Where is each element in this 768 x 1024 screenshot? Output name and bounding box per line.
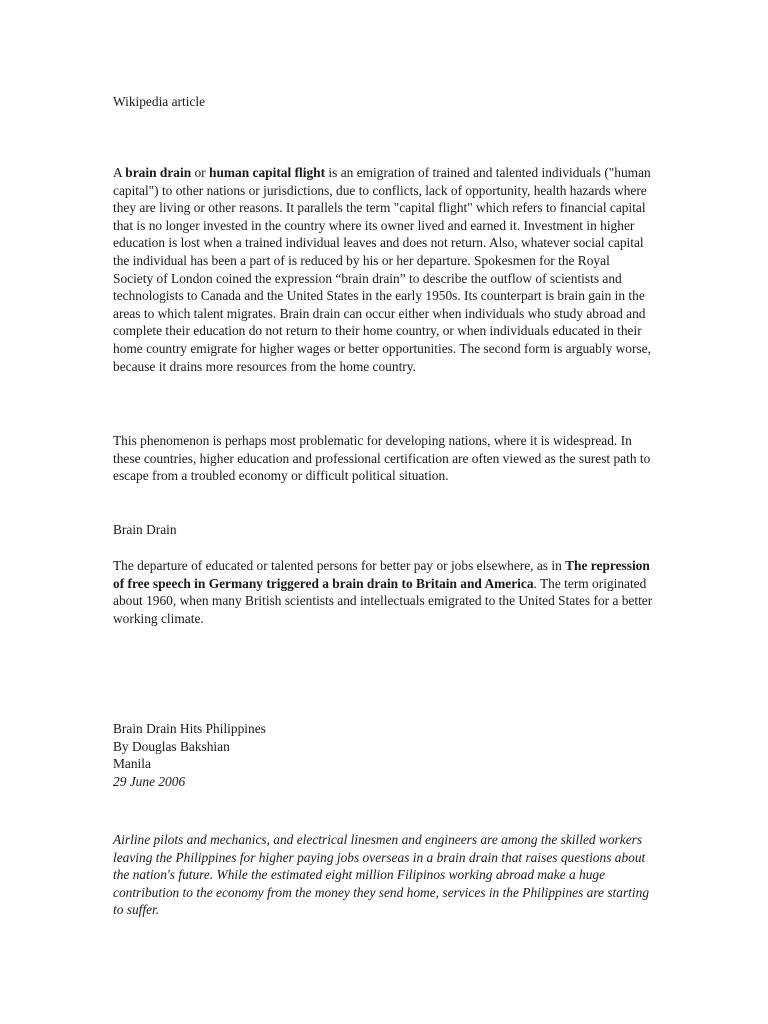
article-title: Brain Drain Hits Philippines bbox=[113, 721, 266, 736]
definition-text-2: . The term originated about 1960, when many British scientists and intellectuals emigrated to the United States for a better working climate. bbox=[113, 575, 653, 626]
source-label: Wikipedia article bbox=[113, 94, 206, 109]
intro-paragraph bbox=[113, 164, 653, 375]
intro-text-2: or bbox=[191, 165, 209, 180]
article-author: By Douglas Bakshian bbox=[113, 738, 230, 754]
article-lead-paragraph: Airline pilots and mechanics, and electrical linesmen and engineers are among the skilled workers leaving the Philippines for higher paying jobs overseas in a brain drain that raises questions about the nation's future. While the estimated eight million Filipinos working abroad make a huge contribution to the economy from the money they send home, services in the Philippines are starting to suffer. bbox=[113, 832, 650, 918]
article-date: 29 June 2006 bbox=[113, 773, 186, 789]
article-location: Manila bbox=[113, 756, 151, 772]
developing-nations-paragraph: This phenomenon is perhaps most problematic for developing nations, where it is widespread. In these countries, higher education and professional certification are often viewed as the surest path to escape from a troubled economy or difficult political situation. bbox=[113, 433, 651, 484]
definition-text-1: The departure of educated or talented persons for better pay or jobs elsewhere, as in bbox=[113, 558, 566, 573]
definition-paragraph bbox=[113, 557, 653, 627]
intro-text-1: A bbox=[113, 165, 126, 180]
definition-example: The repression of free speech in Germany triggered a brain drain to Britain and America bbox=[113, 558, 650, 591]
term-human-capital-flight: human capital flight bbox=[209, 165, 326, 180]
intro-text-3: is an emigration of trained and talented individuals ("human capital") to other nations or jurisdictions, due to conflicts, lack of opportunity, health hazards where they are living or other reasons. It parallels the term "capital flight" which refers to financial capital that is no longer invested in the country where its owner lived and earned it. Investment in higher education is lost when a trained individual leaves and does not return. Also, whatever social capital the individual has been a part of is reduced by his or her departure. Spokesmen for the Royal Society of London coined the expression “brain drain” to describe the outflow of scientists and technologists to Canada and the United States in the early 1950s. Its counterpart is brain gain in the areas to which talent migrates. Brain drain can occur either when individuals who study abroad and complete their education do not return to their home country, or when individuals educated in their home country emigrate for higher wages or better opportunities. The second form is arguably worse, because it drains more resources from the home country. bbox=[113, 165, 651, 374]
article-byline bbox=[113, 720, 653, 790]
section-heading: Brain Drain bbox=[113, 522, 177, 537]
term-brain-drain: brain drain bbox=[125, 165, 192, 180]
